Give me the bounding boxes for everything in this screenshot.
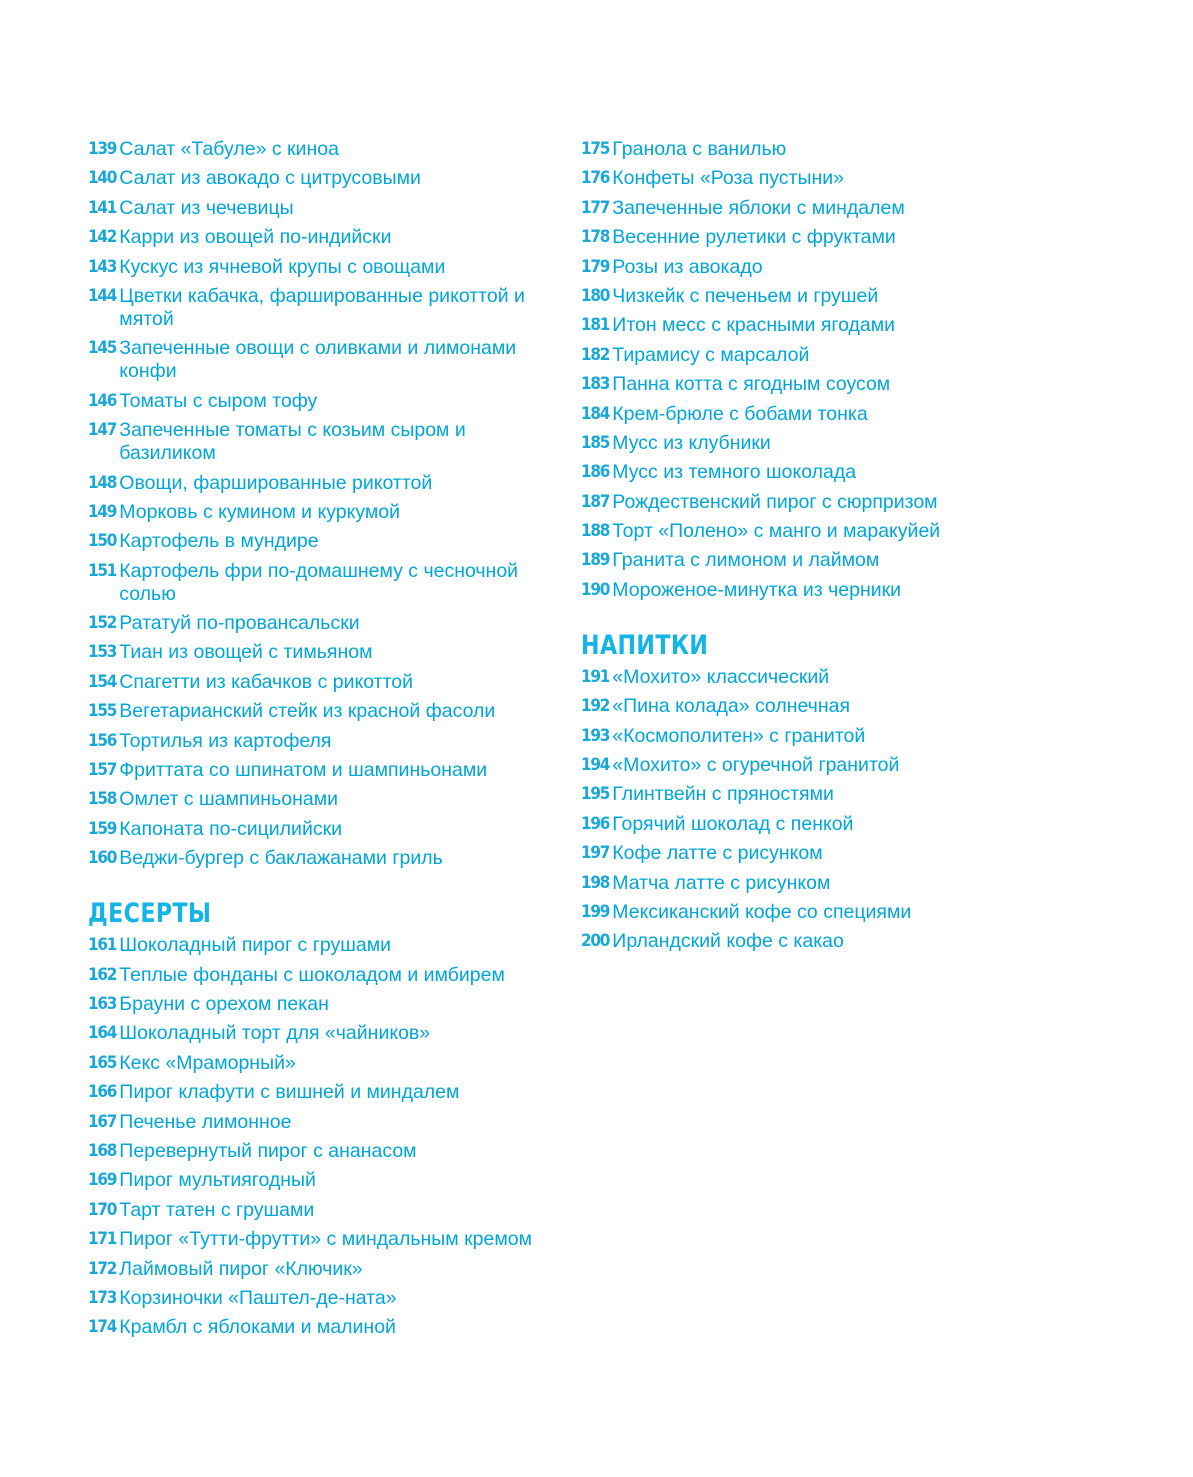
toc-entry [581,373,1051,396]
toc-entry [88,1316,558,1339]
toc-entry-number: 179 [581,256,610,277]
toc-entry [88,641,558,664]
toc-entry [88,1081,558,1104]
toc-entry [88,818,558,841]
toc-entry [581,226,1051,249]
toc-entry-number: 170 [88,1199,117,1220]
toc-entry-number: 155 [88,701,117,722]
toc-entry-number: 144 [88,285,117,306]
toc-entry-number: 149 [88,501,117,522]
toc-entry-title: Запеченные яблоки с миндалем [612,196,905,219]
toc-entry-title: «Космополитен» с гранитой [612,724,866,747]
toc-entry [88,788,558,811]
toc-entry-number: 176 [581,168,610,189]
toc-entry [581,256,1051,279]
toc-entry [581,666,1051,689]
toc-entry [88,337,558,383]
toc-entry-title: Картофель фри по-домашнему с чесночной солью [119,559,519,605]
toc-entry [581,901,1051,924]
toc-entry-title: Овощи, фаршированные рикоттой [119,471,433,494]
toc-entry-number: 181 [581,315,610,336]
toc-entry-title: Томаты с сыром тофу [119,389,318,412]
toc-entry [88,1258,558,1281]
toc-entry [88,671,558,694]
toc-entry [581,403,1051,426]
toc-entry-title: Брауни с орехом пекан [119,992,329,1015]
toc-entry-number: 175 [581,139,610,159]
toc-right-column [581,138,1051,960]
toc-entry [581,813,1051,836]
toc-entry [581,930,1051,953]
toc-entry-title: Матча латте с рисунком [612,871,831,894]
toc-entry [88,964,558,987]
toc-entry-title: Крамбл с яблоками и малиной [119,1316,396,1339]
toc-entry-number: 180 [581,285,610,306]
toc-entry-number: 200 [581,931,610,952]
toc-entry-title: Чизкейк с печеньем и грушей [612,284,879,307]
toc-entry-number: 188 [581,521,610,542]
toc-entry-title: Мусс из темного шоколада [612,461,857,484]
toc-entry-number: 156 [88,730,117,751]
toc-entry-number: 197 [581,843,610,864]
toc-entry [88,501,558,524]
toc-entry-title: Рататуй по-провансальски [119,612,360,635]
toc-entry-title: Печенье лимонное [119,1110,292,1133]
toc-entry-title: Салат из авокадо с цитрусовыми [119,167,421,190]
toc-entry-title: Омлет с шампиньонами [119,788,338,811]
toc-entry-number: 169 [88,1170,117,1191]
toc-entry-title: Корзиночки «Паштел-де-ната» [119,1286,397,1309]
toc-entry-title: Морковь с кумином и куркумой [119,500,401,523]
toc-entry-title: Итон месс с красными ягодами [612,314,896,337]
toc-entry-title: «Мохито» с огуречной гранитой [612,754,900,777]
section-heading-drinks: НАПИТКИ [581,629,709,661]
toc-entry-title: Тарт татен с грушами [119,1198,315,1221]
toc-list-drinks [581,666,1051,954]
toc-entry-number: 196 [581,813,610,834]
toc-entry-number: 143 [88,256,117,277]
toc-entry-title: Веджи-бургер с баклажанами гриль [119,847,443,870]
toc-entry [88,1199,558,1222]
toc-entry [88,560,558,606]
toc-entry [581,138,1051,161]
toc-entry [581,285,1051,308]
toc-entry-number: 160 [88,848,117,869]
toc-entry-title: Запеченные овощи с оливками и лимонами конфи [119,337,517,383]
toc-entry-title: Шоколадный торт для «чайников» [119,1022,431,1045]
toc-entry [88,1111,558,1134]
toc-left-column [88,138,558,1346]
toc-entry [88,730,558,753]
toc-entry-title: Кускус из ячневой крупы с овощами [119,255,446,278]
toc-entry-title: Лаймовый пирог «Ключик» [119,1257,363,1280]
toc-entry [88,472,558,495]
toc-entry-title: Рождественский пирог с сюрпризом [612,490,938,513]
toc-entry-title: Мексиканский кофе со специями [612,900,912,923]
toc-entry-number: 187 [581,491,610,512]
toc-entry [88,612,558,635]
toc-entry-number: 191 [581,666,610,687]
toc-entry-number: 139 [88,139,117,159]
toc-entry-title: Пирог «Тутти-фрутти» с миндальным кремом [119,1228,533,1251]
toc-entry-number: 171 [88,1229,117,1250]
toc-entry-number: 185 [581,432,610,453]
toc-entry-number: 189 [581,550,610,571]
toc-entry [581,344,1051,367]
toc-entry-title: Панна котта с ягодным соусом [612,373,891,396]
toc-entry-title: Цветки кабачка, фаршированные рикоттой и мятой [119,284,525,330]
toc-entry-number: 150 [88,531,117,552]
toc-entry-title: Гранола с ванилью [612,138,787,160]
toc-entry [581,579,1051,602]
toc-entry-title: Вегетарианский стейк из красной фасоли [119,700,496,723]
toc-entry-number: 165 [88,1052,117,1073]
toc-entry-number: 195 [581,784,610,805]
toc-entry-title: Перевернутый пирог с ананасом [119,1139,417,1162]
toc-entry-title: Торт «Полено» с манго и маракуйей [612,520,941,543]
toc-entry-number: 148 [88,472,117,493]
toc-entry [581,314,1051,337]
toc-entry-number: 190 [581,579,610,600]
toc-entry-number: 167 [88,1111,117,1132]
toc-entry-title: Мусс из клубники [612,431,771,454]
toc-list-desserts-continued [581,138,1051,602]
toc-entry-number: 192 [581,696,610,717]
toc-entry-title: Розы из авокадо [612,255,763,278]
toc-entry-number: 184 [581,403,610,424]
toc-entry [581,754,1051,777]
toc-entry-number: 193 [581,725,610,746]
toc-entry [88,226,558,249]
toc-entry-number: 162 [88,964,117,985]
toc-entry [581,725,1051,748]
toc-entry [88,993,558,1016]
toc-entry-number: 172 [88,1258,117,1279]
toc-entry-title: Капоната по-сицилийски [119,817,343,840]
toc-entry-number: 151 [88,560,117,581]
toc-entry-number: 159 [88,818,117,839]
toc-entry-number: 198 [581,872,610,893]
toc-entry [581,491,1051,514]
toc-entry-number: 154 [88,671,117,692]
toc-entry [581,520,1051,543]
toc-entry-title: Ирландский кофе с какао [612,930,844,953]
toc-entry-number: 146 [88,390,117,411]
toc-entry [88,285,558,331]
toc-entry [581,783,1051,806]
toc-entry-title: Запеченные томаты с козьим сыром и базиликом [119,419,466,465]
toc-entry-number: 153 [88,642,117,663]
toc-entry-title: Карри из овощей по-индийски [119,226,392,249]
toc-entry [88,197,558,220]
toc-entry-number: 164 [88,1023,117,1044]
toc-entry-number: 161 [88,935,117,956]
toc-entry [88,1140,558,1163]
toc-entry-title: Конфеты «Роза пустыни» [612,167,844,190]
toc-entry-title: Спагетти из кабачков с рикоттой [119,670,414,693]
toc-entry [88,1228,558,1251]
toc-entry [88,759,558,782]
toc-entry [581,842,1051,865]
toc-entry-number: 158 [88,789,117,810]
toc-entry-number: 183 [581,374,610,395]
toc-entry [88,138,558,161]
toc-entry-title: Пирог клафути с вишней и миндалем [119,1081,460,1104]
toc-entry [581,461,1051,484]
toc-entry-title: Мороженое-минутка из черники [612,578,902,601]
toc-entry-title: Теплые фонданы с шоколадом и имбирем [119,963,505,986]
toc-entry-title: Горячий шоколад с пенкой [612,812,854,835]
toc-entry-title: Весенние рулетики с фруктами [612,226,896,249]
toc-entry [581,197,1051,220]
toc-entry-number: 140 [88,168,117,189]
toc-entry-number: 173 [88,1287,117,1308]
toc-entry [581,695,1051,718]
toc-entry [581,167,1051,190]
toc-entry-number: 157 [88,760,117,781]
toc-entry-number: 178 [581,227,610,248]
toc-entry-number: 163 [88,993,117,1014]
toc-entry-number: 186 [581,462,610,483]
toc-entry-title: Крем-брюле с бобами тонка [612,402,868,425]
toc-entry-title: Кекс «Мраморный» [119,1051,296,1074]
toc-list-main-dishes [88,138,558,870]
toc-entry-title: Тиан из овощей с тимьяном [119,641,373,664]
toc-entry-number: 174 [88,1317,117,1338]
toc-entry-number: 182 [581,344,610,365]
toc-entry-number: 145 [88,338,117,359]
toc-entry [88,390,558,413]
toc-entry-title: Фриттата со шпинатом и шампиньонами [119,759,488,782]
toc-entry-title: «Мохито» классический [612,665,830,688]
toc-entry [581,549,1051,572]
toc-entry-number: 147 [88,420,117,441]
toc-entry [88,167,558,190]
toc-entry-title: Тортилья из картофеля [119,729,332,752]
toc-entry-number: 166 [88,1082,117,1103]
toc-entry-number: 168 [88,1140,117,1161]
toc-list-desserts [88,934,558,1339]
toc-entry [581,872,1051,895]
toc-entry-title: Кофе латте с рисунком [612,842,823,865]
toc-entry-title: Тирамису с марсалой [612,343,810,366]
toc-entry-number: 142 [88,227,117,248]
toc-entry-number: 194 [581,755,610,776]
toc-entry-number: 152 [88,613,117,634]
toc-entry [88,700,558,723]
toc-entry [88,934,558,957]
toc-entry-title: Глинтвейн с пряностями [612,783,834,806]
toc-entry-title: Картофель в мундире [119,530,319,553]
toc-entry-number: 177 [581,197,610,218]
toc-entry [88,1287,558,1310]
toc-entry-title: Салат «Табуле» с киноа [119,138,339,160]
toc-entry [88,1052,558,1075]
toc-entry-title: «Пина колада» солнечная [612,695,851,718]
toc-entry-title: Шоколадный пирог с грушами [119,934,391,957]
toc-entry-title: Пирог мультиягодный [119,1169,316,1192]
toc-entry [88,256,558,279]
toc-entry [581,432,1051,455]
toc-entry-title: Салат из чечевицы [119,196,294,219]
toc-entry-number: 199 [581,901,610,922]
toc-entry-title: Гранита с лимоном и лаймом [612,549,880,572]
toc-entry [88,1022,558,1045]
section-heading-desserts: ДЕСЕРТЫ [88,898,212,930]
toc-entry [88,847,558,870]
toc-entry-number: 141 [88,197,117,218]
toc-entry [88,530,558,553]
toc-entry [88,1169,558,1192]
toc-entry [88,419,558,465]
